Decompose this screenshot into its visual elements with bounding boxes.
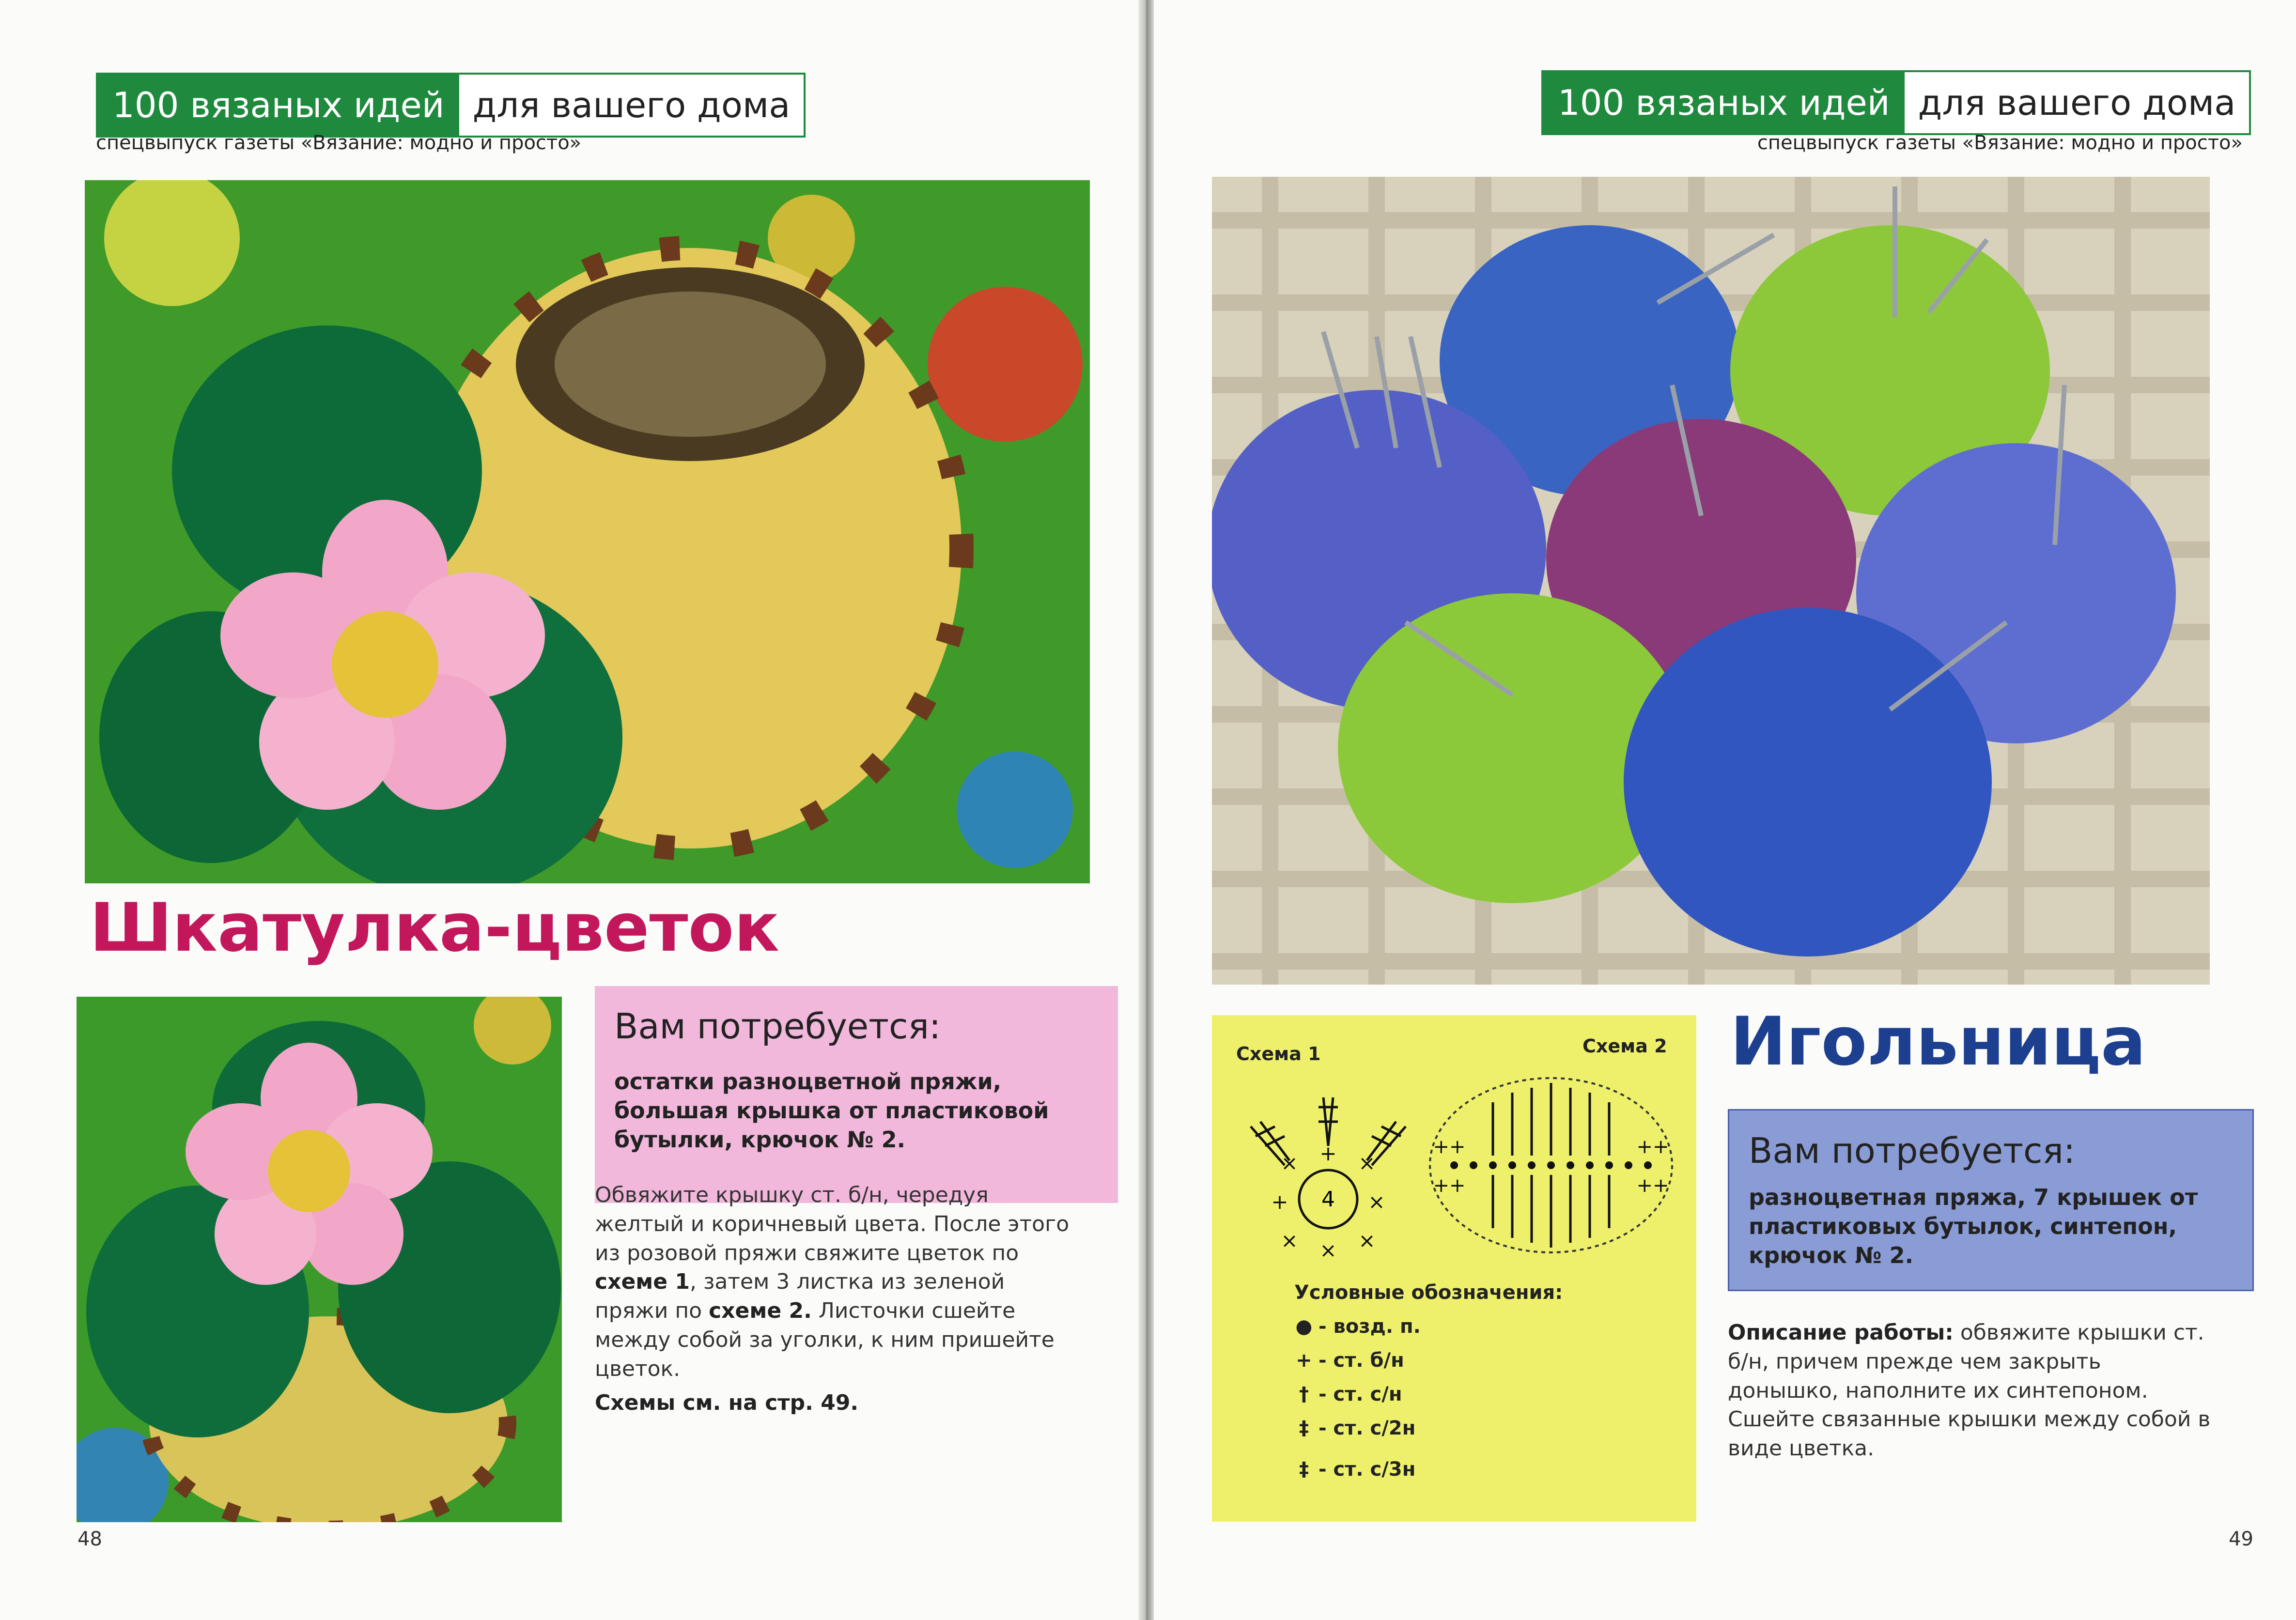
scheme1-center-number: 4 <box>1321 1187 1335 1212</box>
svg-text:+: + <box>1319 1142 1337 1165</box>
svg-text:×: × <box>1319 1238 1337 1262</box>
materials-list: остатки разноцветной пряжи, большая крышка от пластиковой бутылки, крючок № 2. <box>614 1068 1049 1153</box>
legend-item-label: - ст. с/н <box>1319 1383 1402 1405</box>
scheme1-ref: схеме 1 <box>595 1269 690 1295</box>
svg-text:++: ++ <box>1433 1136 1466 1158</box>
materials-box <box>1728 1109 2254 1291</box>
legend-item-label: - ст. с/3н <box>1319 1458 1416 1481</box>
treble-crochet-icon: ‡ <box>1299 1417 1309 1439</box>
page-number: 48 <box>78 1528 102 1550</box>
svg-text:×: × <box>1358 1229 1376 1252</box>
page-number: 49 <box>2229 1528 2253 1550</box>
scheme1-diagram <box>1226 1078 1430 1281</box>
svg-text:×: × <box>1281 1151 1298 1175</box>
instructions-part: Обвяжите крышку ст. б/н, чередуя желтый и коричневый цвета. После этого из розовой пряжи свяжите цветок по <box>595 1183 1070 1265</box>
scheme2-ref: схеме 2. <box>709 1298 812 1324</box>
legend-item <box>1289 1383 1402 1405</box>
right-page <box>1154 0 2296 1620</box>
materials-heading: Вам потребуется: <box>1749 1130 2076 1171</box>
masthead <box>96 73 806 138</box>
svg-text:++: ++ <box>1433 1174 1466 1197</box>
legend-item <box>1289 1315 1421 1338</box>
masthead-tagline: для вашего дома <box>472 85 791 125</box>
masthead <box>1541 70 2251 135</box>
svg-text:×: × <box>1368 1190 1385 1214</box>
pincushion-photo <box>1212 177 2210 985</box>
instructions-part: обвяжите крышки ст. б/н, причем прежде чем закрыть донышко, наполните их синтепоном. Сшейте связанные крышки между собой в виде цветка. <box>1728 1320 2211 1461</box>
page-title: Игольница <box>1730 1003 2146 1080</box>
flower-box-top-photo <box>77 997 562 1522</box>
instructions-part: Листочки сшейте между собой за уголки, к ним пришейте цветок. <box>595 1298 1055 1381</box>
svg-text:+: + <box>1271 1190 1288 1214</box>
page-title: Шкатулка-цветок <box>90 889 780 967</box>
legend-item-label: - ст. с/2н <box>1319 1417 1416 1439</box>
instructions-text <box>595 1181 1070 1418</box>
legend-item-label: - ст. б/н <box>1319 1349 1404 1372</box>
masthead-brand: 100 вязаных идей <box>1543 72 1905 133</box>
double-crochet-icon: † <box>1299 1383 1309 1405</box>
legend-item <box>1289 1417 1415 1439</box>
instructions-part: , затем 3 листка из зеленой пряжи по <box>595 1269 1005 1324</box>
book-spine <box>1138 0 1154 1620</box>
flower-box-photo <box>85 180 1090 883</box>
svg-text:++: ++ <box>1636 1136 1669 1158</box>
schemes-page-ref: Схемы см. на стр. 49. <box>595 1390 859 1415</box>
masthead-subtitle: спецвыпуск газеты «Вязание: модно и просто» <box>1757 132 2243 154</box>
svg-text:×: × <box>1281 1229 1298 1252</box>
svg-text:×: × <box>1358 1151 1376 1175</box>
chain-stitch-icon: ● <box>1295 1315 1313 1338</box>
instructions-label: Описание работы: <box>1728 1320 1954 1345</box>
materials-heading: Вам потребуется: <box>614 1006 941 1047</box>
materials-list: разноцветная пряжа, 7 крышек от пластиковых бутылок, синтепон, крючок № 2. <box>1749 1184 2198 1268</box>
instructions-text <box>1728 1318 2212 1463</box>
masthead-brand: 100 вязаных идей <box>98 75 459 136</box>
legend-title: Условные обозначения: <box>1294 1281 1563 1304</box>
svg-text:++: ++ <box>1636 1174 1669 1197</box>
single-crochet-icon: + <box>1296 1349 1312 1372</box>
masthead-subtitle: спецвыпуск газеты «Вязание: модно и просто» <box>96 132 582 154</box>
scheme2-diagram <box>1420 1064 1682 1277</box>
legend-item <box>1289 1458 1415 1481</box>
crochet-schemes-panel <box>1212 1015 1696 1522</box>
scheme1-label: Схема 1 <box>1236 1043 1321 1065</box>
legend-item-label: - возд. п. <box>1319 1315 1421 1338</box>
left-page <box>0 0 1138 1620</box>
scheme2-label: Схема 2 <box>1582 1035 1667 1057</box>
masthead-tagline: для вашего дома <box>1918 82 2236 123</box>
materials-box <box>595 986 1118 1203</box>
legend-item <box>1289 1349 1404 1372</box>
double-treble-crochet-icon: ‡ <box>1299 1458 1309 1481</box>
